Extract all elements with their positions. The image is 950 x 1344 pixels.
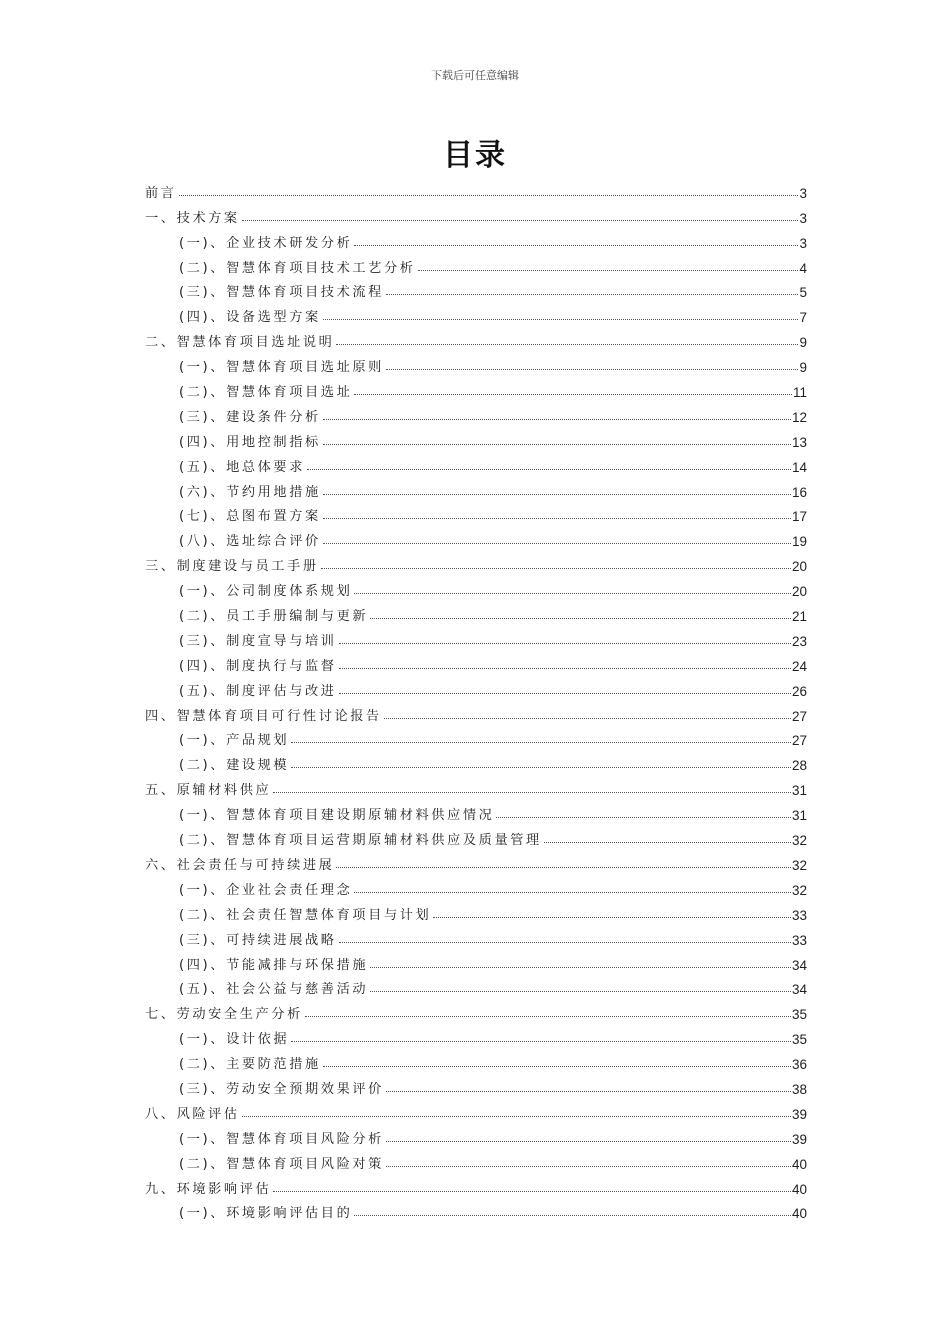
- toc-entry-page: 17: [791, 509, 807, 525]
- toc-entry-page: 27: [791, 733, 807, 749]
- toc-entry[interactable]: [145, 699, 807, 724]
- toc-entry-label: 六、社会责任与可持续进展: [145, 857, 335, 873]
- toc-entry[interactable]: [145, 848, 807, 873]
- toc-entry-page: 3: [799, 185, 807, 201]
- toc-entry[interactable]: [145, 425, 807, 450]
- toc-entry-page: 26: [791, 683, 807, 699]
- toc-entry-label: (四)、制度执行与监督: [179, 658, 337, 674]
- toc-entry-page: 36: [791, 1057, 807, 1073]
- page-header-note: 下载后可任意编辑: [431, 69, 519, 82]
- toc-entry[interactable]: [145, 898, 807, 923]
- toc-entry[interactable]: [145, 475, 807, 500]
- toc-leader-dots: [242, 220, 799, 221]
- toc-leader-dots: [242, 1116, 791, 1117]
- toc-entry-label: (二)、员工手册编制与更新: [179, 609, 369, 625]
- toc-entry[interactable]: [145, 1147, 807, 1172]
- toc-entry-label: (三)、智慧体育项目技术流程: [179, 285, 384, 301]
- toc-entry-page: 23: [791, 633, 807, 649]
- toc-leader-dots: [386, 1141, 791, 1142]
- toc-entry[interactable]: [145, 549, 807, 574]
- toc-leader-dots: [354, 394, 792, 395]
- toc-leader-dots: [273, 792, 791, 793]
- toc-leader-dots: [323, 444, 791, 445]
- toc-entry[interactable]: [145, 973, 807, 998]
- toc-leader-dots: [339, 942, 791, 943]
- toc-entry-label: 一、技术方案: [145, 210, 240, 226]
- toc-entry-page: 19: [791, 534, 807, 550]
- toc-entry-label: (一)、企业技术研发分析: [179, 235, 353, 251]
- toc-leader-dots: [323, 494, 791, 495]
- toc-entry-page: 39: [791, 1106, 807, 1122]
- toc-leader-dots: [370, 618, 791, 619]
- toc-leader-dots: [323, 1066, 791, 1067]
- toc-entry[interactable]: [145, 873, 807, 898]
- toc-entry-page: 4: [799, 260, 807, 276]
- toc-entry[interactable]: [145, 276, 807, 301]
- toc-leader-dots: [305, 1016, 791, 1017]
- toc-entry-label: (二)、智慧体育项目运营期原辅材料供应及质量管理: [179, 833, 542, 849]
- toc-entry[interactable]: [145, 1172, 807, 1197]
- toc-leader-dots: [291, 742, 791, 743]
- toc-entry[interactable]: [145, 674, 807, 699]
- toc-entry[interactable]: [145, 724, 807, 749]
- toc-entry-page: 35: [791, 1032, 807, 1048]
- toc-leader-dots: [336, 867, 791, 868]
- toc-entry[interactable]: [145, 574, 807, 599]
- toc-entry-page: 20: [791, 559, 807, 575]
- toc-entry[interactable]: [145, 375, 807, 400]
- toc-entry-label: (三)、劳动安全预期效果评价: [179, 1081, 384, 1097]
- toc-entry-label: (八)、选址综合评价: [179, 534, 321, 550]
- toc-entry-page: 9: [799, 335, 807, 351]
- toc-entry[interactable]: [145, 300, 807, 325]
- toc-leader-dots: [354, 593, 791, 594]
- toc-entry-label: (六)、节约用地措施: [179, 484, 321, 500]
- toc-entry-page: 39: [791, 1131, 807, 1147]
- toc-entry-label: (一)、企业社会责任理念: [179, 882, 353, 898]
- page-title: 目录: [443, 138, 507, 173]
- toc-entry-label: (三)、可持续进展战略: [179, 932, 337, 948]
- toc-entry[interactable]: [145, 1047, 807, 1072]
- toc-entry[interactable]: [145, 923, 807, 948]
- toc-entry[interactable]: [145, 1097, 807, 1122]
- toc-entry-page: 32: [791, 882, 807, 898]
- toc-entry[interactable]: [145, 948, 807, 973]
- toc-leader-dots: [291, 767, 791, 768]
- toc-entry-page: 3: [799, 210, 807, 226]
- toc-entry-page: 20: [791, 584, 807, 600]
- toc-entry-page: 14: [791, 459, 807, 475]
- toc-leader-dots: [386, 1166, 791, 1167]
- toc-entry-label: (四)、节能减排与环保措施: [179, 957, 369, 973]
- toc-entry[interactable]: [145, 524, 807, 549]
- toc-leader-dots: [354, 892, 791, 893]
- toc-leader-dots: [386, 1091, 791, 1092]
- toc-entry-label: (一)、环境影响评估目的: [179, 1206, 353, 1222]
- toc-leader-dots: [307, 469, 791, 470]
- toc-entry[interactable]: [145, 176, 807, 201]
- toc-entry-label: 二、智慧体育项目选址说明: [145, 335, 335, 351]
- toc-leader-dots: [370, 967, 791, 968]
- toc-entry[interactable]: [145, 251, 807, 276]
- toc-entry-page: 38: [791, 1081, 807, 1097]
- toc-entry-page: 12: [791, 409, 807, 425]
- toc-entry-page: 40: [791, 1156, 807, 1172]
- toc-entry[interactable]: [145, 400, 807, 425]
- toc-entry-page: 32: [791, 833, 807, 849]
- toc-entry-label: (四)、用地控制指标: [179, 434, 321, 450]
- toc-entry-label: 八、风险评估: [145, 1106, 240, 1122]
- toc-entry-label: (二)、智慧体育项目技术工艺分析: [179, 260, 416, 276]
- toc-leader-dots: [179, 195, 799, 196]
- toc-leader-dots: [370, 991, 791, 992]
- toc-leader-dots: [384, 718, 791, 719]
- toc-entry-page: 33: [791, 932, 807, 948]
- toc-entry-page: 16: [791, 484, 807, 500]
- toc-entry[interactable]: [145, 997, 807, 1022]
- toc-entry-label: 九、环境影响评估: [145, 1181, 272, 1197]
- toc-entry[interactable]: [145, 1022, 807, 1047]
- toc-leader-dots: [336, 344, 798, 345]
- toc-leader-dots: [323, 319, 799, 320]
- toc-entry-page: 28: [791, 758, 807, 774]
- toc-entry-label: (五)、地总体要求: [179, 459, 306, 475]
- toc-entry-label: (五)、制度评估与改进: [179, 683, 337, 699]
- toc-entry[interactable]: [145, 649, 807, 674]
- toc-entry-page: 31: [791, 808, 807, 824]
- toc-leader-dots: [354, 245, 798, 246]
- toc-leader-dots: [339, 643, 791, 644]
- toc-entry-page: 24: [791, 658, 807, 674]
- toc-entry-page: 34: [791, 982, 807, 998]
- toc-leader-dots: [544, 842, 791, 843]
- toc-entry-page: 33: [791, 907, 807, 923]
- toc-leader-dots: [386, 294, 799, 295]
- toc-entry-page: 11: [792, 385, 807, 401]
- toc-leader-dots: [354, 1215, 791, 1216]
- toc-leader-dots: [323, 518, 791, 519]
- toc-entry-page: 27: [791, 708, 807, 724]
- toc-entry[interactable]: [145, 823, 807, 848]
- toc-leader-dots: [433, 917, 791, 918]
- toc-entry-page: 7: [799, 310, 807, 326]
- toc-entry-label: (二)、主要防范措施: [179, 1057, 321, 1073]
- toc-entry-label: (一)、产品规划: [179, 733, 290, 749]
- toc-entry-page: 9: [799, 360, 807, 376]
- toc-leader-dots: [323, 419, 791, 420]
- toc-entry-label: 前言: [145, 185, 177, 201]
- toc-entry[interactable]: [145, 624, 807, 649]
- toc-leader-dots: [386, 369, 799, 370]
- toc-leader-dots: [291, 1041, 791, 1042]
- toc-entry-page: 35: [791, 1007, 807, 1023]
- toc-entry-label: (一)、智慧体育项目建设期原辅材料供应情况: [179, 808, 495, 824]
- toc-entry-page: 3: [799, 235, 807, 251]
- toc-entry[interactable]: [145, 350, 807, 375]
- toc-entry[interactable]: [145, 325, 807, 350]
- toc-entry-page: 40: [791, 1181, 807, 1197]
- toc-entry-label: (一)、设计依据: [179, 1032, 290, 1048]
- toc-entry-page: 40: [791, 1206, 807, 1222]
- toc-entry-label: (五)、社会公益与慈善活动: [179, 982, 369, 998]
- toc-leader-dots: [496, 817, 791, 818]
- toc-entry-label: (二)、社会责任智慧体育项目与计划: [179, 907, 432, 923]
- toc-entry[interactable]: [145, 748, 807, 773]
- toc-entry[interactable]: [145, 450, 807, 475]
- toc-entry-label: 四、智慧体育项目可行性讨论报告: [145, 708, 382, 724]
- toc-entry-page: 31: [791, 783, 807, 799]
- toc-entry-label: (一)、公司制度体系规划: [179, 584, 353, 600]
- toc-entry[interactable]: [145, 798, 807, 823]
- toc-entry-label: (三)、建设条件分析: [179, 409, 321, 425]
- toc-leader-dots: [339, 693, 791, 694]
- toc-entry[interactable]: [145, 226, 807, 251]
- toc-entry[interactable]: [145, 500, 807, 525]
- toc-entry-label: (一)、智慧体育项目选址原则: [179, 360, 384, 376]
- toc-entry-label: 五、原辅材料供应: [145, 783, 272, 799]
- table-of-contents: [145, 176, 807, 1221]
- toc-entry[interactable]: [145, 773, 807, 798]
- toc-entry-label: (二)、建设规模: [179, 758, 290, 774]
- toc-entry-page: 34: [791, 957, 807, 973]
- toc-entry[interactable]: [145, 201, 807, 226]
- toc-leader-dots: [418, 270, 799, 271]
- toc-leader-dots: [273, 1191, 791, 1192]
- toc-entry-label: (二)、智慧体育项目风险对策: [179, 1156, 384, 1172]
- toc-entry[interactable]: [145, 1072, 807, 1097]
- toc-entry[interactable]: [145, 1197, 807, 1222]
- toc-entry-label: (二)、智慧体育项目选址: [179, 385, 353, 401]
- toc-leader-dots: [323, 543, 791, 544]
- toc-entry-label: (三)、制度宣导与培训: [179, 633, 337, 649]
- toc-leader-dots: [339, 668, 791, 669]
- toc-entry[interactable]: [145, 599, 807, 624]
- toc-entry-label: 三、制度建设与员工手册: [145, 559, 319, 575]
- toc-entry-label: 七、劳动安全生产分析: [145, 1007, 303, 1023]
- toc-entry-page: 21: [791, 609, 807, 625]
- toc-leader-dots: [321, 568, 791, 569]
- toc-entry-label: (四)、设备选型方案: [179, 310, 321, 326]
- toc-entry-page: 5: [799, 285, 807, 301]
- toc-entry-page: 32: [791, 857, 807, 873]
- toc-entry-page: 13: [791, 434, 807, 450]
- toc-entry[interactable]: [145, 1122, 807, 1147]
- toc-entry-label: (七)、总图布置方案: [179, 509, 321, 525]
- toc-entry-label: (一)、智慧体育项目风险分析: [179, 1131, 384, 1147]
